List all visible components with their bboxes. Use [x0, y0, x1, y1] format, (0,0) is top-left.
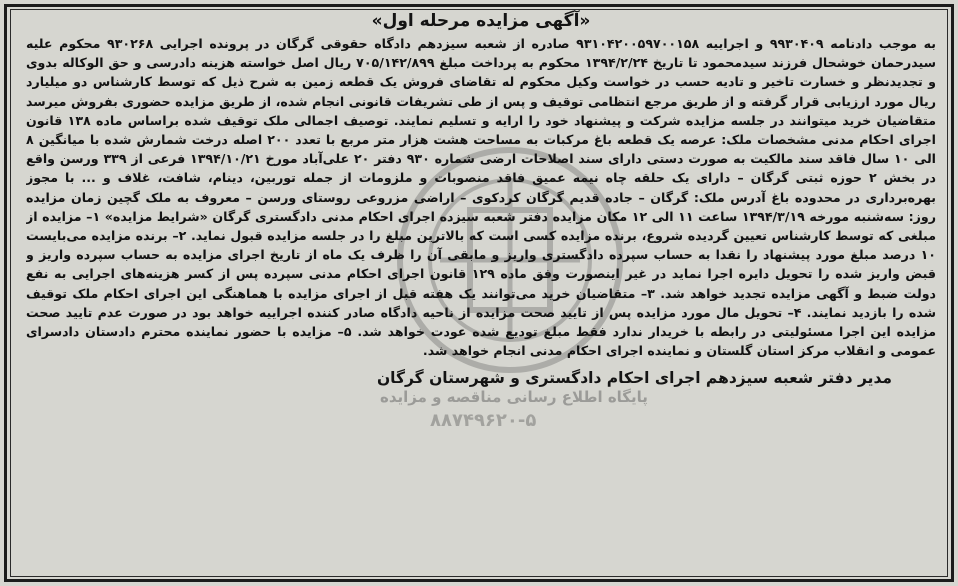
watermark-phone-text: ۸۸۷۴۹۶۲۰-۵ — [430, 410, 537, 431]
notice-title: «آگهی مزایده مرحله اول» — [371, 11, 591, 31]
notice-signature: مدیر دفتر شعبه سیزدهم اجرای احکام دادگستری و شهرستان گرگان — [376, 369, 892, 388]
notice-content — [26, 10, 936, 576]
notice-body: به موجب دادنامه ۹۹۳۰۴۰۹ و اجراییه ۹۳۱۰۴۲۰۰۵۹۷۰۰۱۵۸ صادره از شعبه سیزدهم دادگاه حقوقی گرگان در پرونده اجرایی ۹۳۰۲۶۸ محکوم علیه سیدرحمان خوشحال فرزند سیدمحمود تا تاریخ ۱۳۹۴/۲/۲۴ محکوم به پرداخت مبلغ ۷۰۵/۱۴۲/۸۹۹ ریال اصل خواسته هزینه دادرسی و حق الوکاله بدوی و تجدیدنظر و خسارت تاخیر و تادیه حسب در خواست وکیل محکوم له تقاضای فروش یک قطعه زمین به شرح ذیل که توسط کارشناس دو میلیارد ریال مورد ارزیابی قرار گرفته و از طریق مرجع انتظامی توقیف و پس از طی تشریفات قانونی انجام شده، از طریق مزایده حضوری بفروش میرسد متقاضیان خرید میتوانند در جلسه مزایده شرکت و پیشنهاد خود را ارایه و تسلیم نمایند. توصیف اجمالی ملک توقیف شده براساس ماده ۱۳۸ قانون اجرای احکام مدنی مشخصات ملک: عرصه یک قطعه باغ مرکبات به مساحت هشت هزار متر مربع با تعدد ۲۰۰ اصله درخت شمارش شده با میانگین ۸ الی ۱۰ سال فاقد سند مالکیت به صورت دستی دارای سند اصلاحات ارضی شماره ۹۳۰ دفتر ۲۰ علی‌آباد مورخ ۱۳۹۴/۱۰/۲۱ فرعی از ۳۳۹ ورسن واقع در بخش ۲ حوزه ثبتی گرگان – دارای یک حلقه چاه نیمه عمیق فاقد منصوبات و ملزومات از جمله توربین، دینام، شافت، غلاف و ... با مجوز بهره‌برداری در محدوده باغ آدرس ملک: گرگان – جاده قدیم گرگان کردکوی – اراضی مزروعی روستای ورسن – معروف به ملک گچین زمان مزایده روز: سه‌شنبه مورخه ۱۳۹۴/۳/۱۹ ساعت ۱۱ الی ۱۲ مکان مزایده دفتر شعبه سیزده اجرای احکام مدنی دادگستری گرگان «شرایط مزایده» ۱– مزایده از مبلغی که توسط کارشناس تعیین گردیده شروع، برنده مزایده کسی است که بالاترین مبلغ را در جلسه مزایده قبول نماید. ۲– برنده مزایده می‌بایست ۱۰ درصد مبلغ مورد پیشنهاد را نقدا به حساب سپرده دادگستری واریز و مابقی آن را ظرف یک ماه از تاریخ اجرای مزایده به حساب سپرده واریز و قبض واریز شده را تحویل دایره اجرا نماید در غیر اینصورت وفق ماده ۱۲۹ قانون اجرای احکام مدنی سپرده پس از کسر هزینه‌های اجرایی به نفع دولت ضبط و آگهی مزایده تجدید خواهد شد. ۳– متقاضیان خرید می‌توانند یک هفته قبل از اجرای مزایده با هماهنگی این اجرای احکام ملک توقیف شده را بازدید نمایند. ۴– تحویل مال مورد مزایده پس از تایید صحت مزایده از ناحیه دادگاه صادر کننده اجراییه خواهد بود در صورت عدم تایید صحت مزایده این اجرا مسئولیتی در رابطه با خریدار ندارد فقط مبلغ تودیع شده عودت خواهد شد. ۵– مزایده با حضور نماینده محترم دادستان دادسرای عمومی و انقلاب مرکز استان گلستان و نماینده اجرای احکام مدنی انجام خواهد شد. — [26, 36, 936, 359]
watermark-site-text: پایگاه اطلاع رسانی مناقصه و مزایده — [380, 388, 648, 406]
